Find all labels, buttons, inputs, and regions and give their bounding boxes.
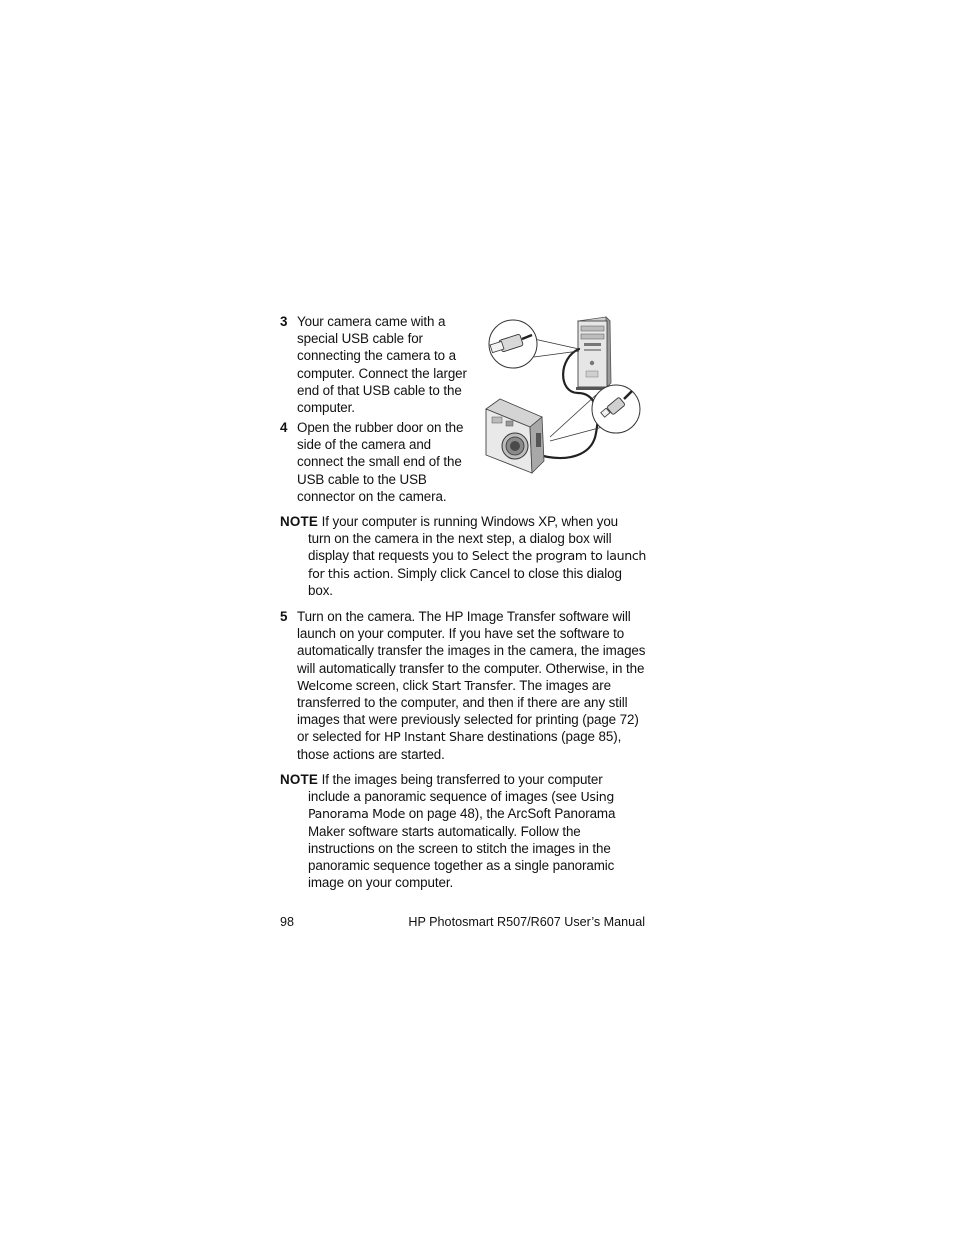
- step-line: Open the rubber door on the: [297, 420, 464, 435]
- computer-tower-icon: [576, 317, 611, 390]
- note-text: box.: [308, 582, 333, 598]
- note-panorama: [280, 771, 615, 891]
- note-text: include a panoramic sequence of images (see: [308, 789, 581, 805]
- note-text: image on your computer.: [308, 875, 454, 891]
- ui-term-start-transfer: Start Transfer: [431, 677, 513, 693]
- step-line: USB cable to the USB: [297, 471, 427, 487]
- step-line: images that were previously selected for printing (page 72): [297, 712, 639, 728]
- ui-term-cancel: Cancel: [469, 565, 511, 581]
- step-line: transferred to the computer, and then if there are any still: [297, 695, 628, 711]
- step-number: 5: [280, 609, 288, 624]
- step-line: connector on the camera.: [297, 488, 447, 504]
- step-body: [297, 419, 463, 505]
- step-line: those actions are started.: [297, 746, 445, 762]
- step-text: or selected for: [297, 729, 384, 745]
- note-text: on page 48), the ArcSoft Panorama: [405, 806, 616, 822]
- note-text: If your computer is running Windows XP, when you: [318, 514, 619, 529]
- note-text: display that requests you to: [308, 548, 472, 564]
- step-number: 3: [280, 314, 288, 329]
- note-label: NOTE: [280, 772, 318, 787]
- step-body: [297, 313, 467, 416]
- note-label: NOTE: [280, 514, 318, 529]
- step-line: end of that USB cable to the: [297, 382, 462, 398]
- ui-term-panorama-mode: Panorama Mode: [308, 806, 406, 822]
- step-line: Your camera came with a: [297, 314, 446, 329]
- note-text: Maker software starts automatically. Follow the: [308, 823, 581, 839]
- step-line: will automatically transfer to the computer. Otherwise, in the: [297, 660, 645, 676]
- note-text: panoramic sequence together as a single panoramic: [308, 858, 615, 874]
- note-text: If the images being transferred to your computer: [318, 772, 603, 787]
- step-line: special USB cable for: [297, 331, 423, 347]
- manual-title: HP Photosmart R507/R607 User’s Manual: [408, 915, 645, 929]
- step-body: [297, 608, 645, 763]
- step-number: 4: [280, 420, 288, 435]
- page-number: 98: [280, 915, 295, 929]
- ui-term-for-this-action: for this action: [308, 565, 390, 581]
- note-windows-xp: [280, 513, 646, 599]
- note-text: instructions on the screen to stitch the images in the: [308, 840, 611, 856]
- step-line: launch on your computer. If you have set the software to: [297, 626, 625, 642]
- step-text: . The images are: [512, 677, 611, 693]
- step-line: computer.: [297, 400, 355, 416]
- ui-term-select-program: Select the program to launch: [471, 548, 647, 564]
- step-line: computer. Connect the larger: [297, 365, 467, 381]
- step-line: connect the small end of the: [297, 454, 462, 470]
- step-line: Turn on the camera. The HP Image Transfer software will: [297, 609, 631, 624]
- usb-connection-illustration: [478, 313, 644, 478]
- step-line: connecting the camera to a: [297, 348, 456, 364]
- ui-term-welcome: Welcome: [297, 677, 353, 693]
- note-text: turn on the camera in the next step, a dialog box will: [308, 531, 612, 547]
- note-text: to close this dialog: [510, 565, 622, 581]
- step-text: destinations (page 85),: [483, 729, 622, 745]
- ui-term-using: Using: [580, 789, 615, 805]
- note-text: . Simply click: [389, 565, 470, 581]
- step-line: side of the camera and: [297, 437, 432, 453]
- step-line: automatically transfer the images in the camera, the images: [297, 643, 646, 659]
- step-text: screen, click: [352, 677, 432, 693]
- ui-term-hp-instant-share: HP Instant Share: [383, 729, 484, 745]
